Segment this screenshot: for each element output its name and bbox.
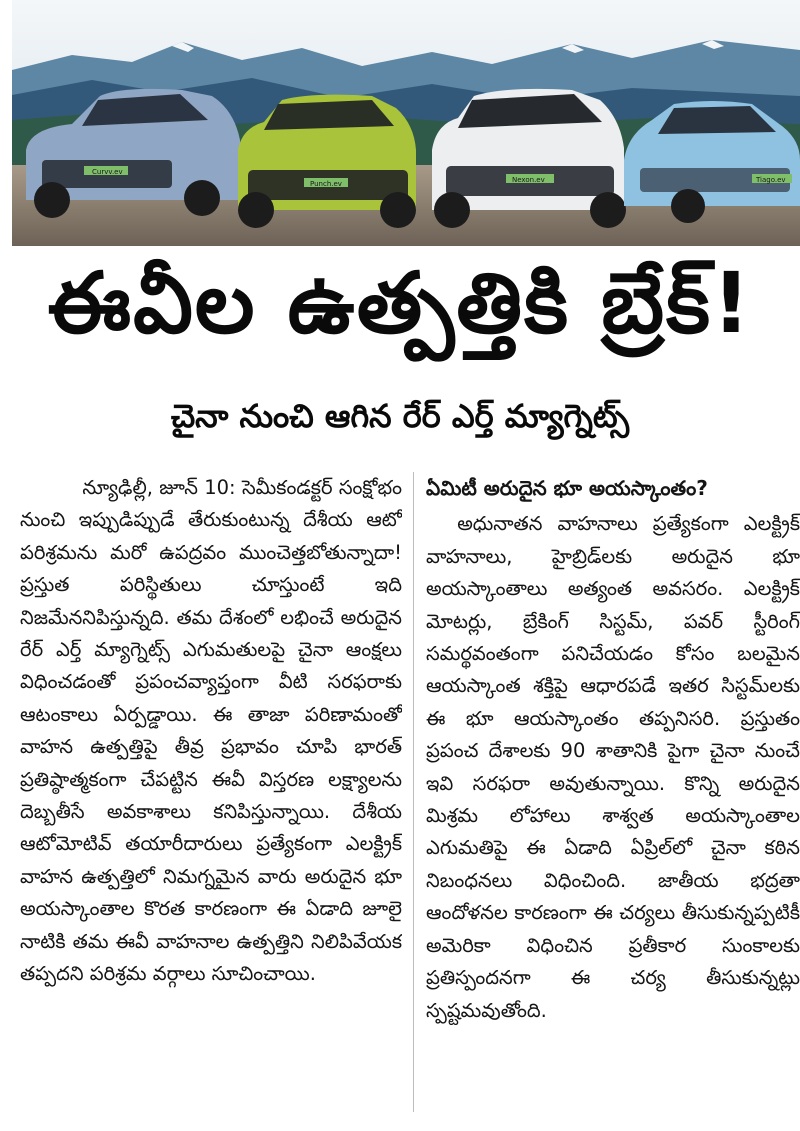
article-column-right [426,472,800,1122]
plate-nexon: Nexon.ev [512,176,545,184]
plate-curvv: Curvv.ev [92,168,123,176]
ev-cars-illustration [12,0,800,246]
plate-punch: Punch.ev [310,180,342,188]
ev-cars-photo [12,0,800,246]
article-column-left [20,472,402,1122]
plate-tiago: Tiago.ev [756,176,786,184]
subheadline: చైనా నుంచి ఆగిన రేర్‌ ఎర్త్‌ మ్యాగ్నెట్స్‌ [170,397,630,435]
column-divider [413,472,414,1112]
article-body-left: న్యూఢిల్లీ, జూన్‌ 10: సెమీకండక్టర్‌ సంక్షోభం నుంచి ఇప్పుడిప్పుడే తేరుకుంటున్న దేశీయ ఆటో పరిశ్రమను మరో ఉపద్రవం ముంచెత్తబోతున్నాదా! ప్రస్తుత పరిస్థితులు చూస్తుంటే ఇది నిజమేననిపిస్తున్నది. తమ దేశంలో లభించే అరుదైన రేర్‌ ఎర్త్‌ మ్యాగ్నెట్స్‌ ఎగుమతులపై చైనా ఆంక్షలు విధించడంతో ప్రపంచవ్యాప్తంగా వీటి సరఫరాకు ఆటంకాలు ఏర్పడ్డాయి. ఈ తాజా పరిణామంతో వాహన ఉత్పత్తిపై తీవ్ర ప్రభావం చూపి భారత్‌ ప్రతిష్ఠాత్మకంగా చేపట్టిన ఈవీ విస్తరణ లక్ష్యాలను దెబ్బతీసే అవకాశాలు కనిపిస్తున్నాయి. దేశీయ ఆటోమోటివ్‌ తయారీదారులు ప్రత్యేకంగా ఎలక్ట్రిక్‌ వాహన ఉత్పత్తిలో నిమగ్నమైన వారు అరుదైన భూ అయస్కాంతాల కొరత కారణంగా ఈ ఏడాది జూలై నాటికి తమ ఈవీ వాహనాల ఉత్పత్తిని నిలిపివేయక తప్పదని పరిశ్రమ వర్గాలు సూచించాయి. [20,476,402,986]
section-subheading: ఏమిటీ అరుదైన భూ అయస్కాంతం? [426,476,708,500]
article-body-right: అధునాతన వాహనాలు ప్రత్యేకంగా ఎలక్ట్రిక్‌ వాహనాలు, హైబ్రిడ్‌లకు అరుదైన భూ అయస్కాంతాలు అత్యంత అవసరం. ఎలక్ట్రిక్‌ మోటర్లు, బ్రేకింగ్‌ సిస్టమ్‌, పవర్‌ స్టీరింగ్‌ సమర్థవంతంగా పనిచేయడం కోసం బలమైన ఆయస్కాంత శక్తిపై ఆధారపడే ఇతర సిస్టమ్‌లకు ఈ భూ ఆయస్కాంతం తప్పనిసరి. ప్రస్తుతం ప్రపంచ దేశాలకు 90 శాతానికి పైగా చైనా నుంచే ఇవి సరఫరా అవుతున్నాయి. కొన్ని అరుదైన మిశ్రమ లోహాలు శాశ్వత అయస్కాంతాల ఎగుమతిపై ఈ ఏడాది ఏప్రిల్‌లో చైనా కఠిన నిబంధనలు విధించింది. జాతీయ భద్రతా ఆందోళనల కారణంగా ఈ చర్యలు తీసుకున్నప్పటికీ అమెరికా విధించిన ప్రతీకార సుంకాలకు ప్రతిస్పందనగా ఈ చర్య తీసుకున్నట్లు స్పష్టమవుతోంది. [426,512,800,1022]
headline: ఈవీల ఉత్పత్తికి బ్రేక్‌! [47,258,753,352]
